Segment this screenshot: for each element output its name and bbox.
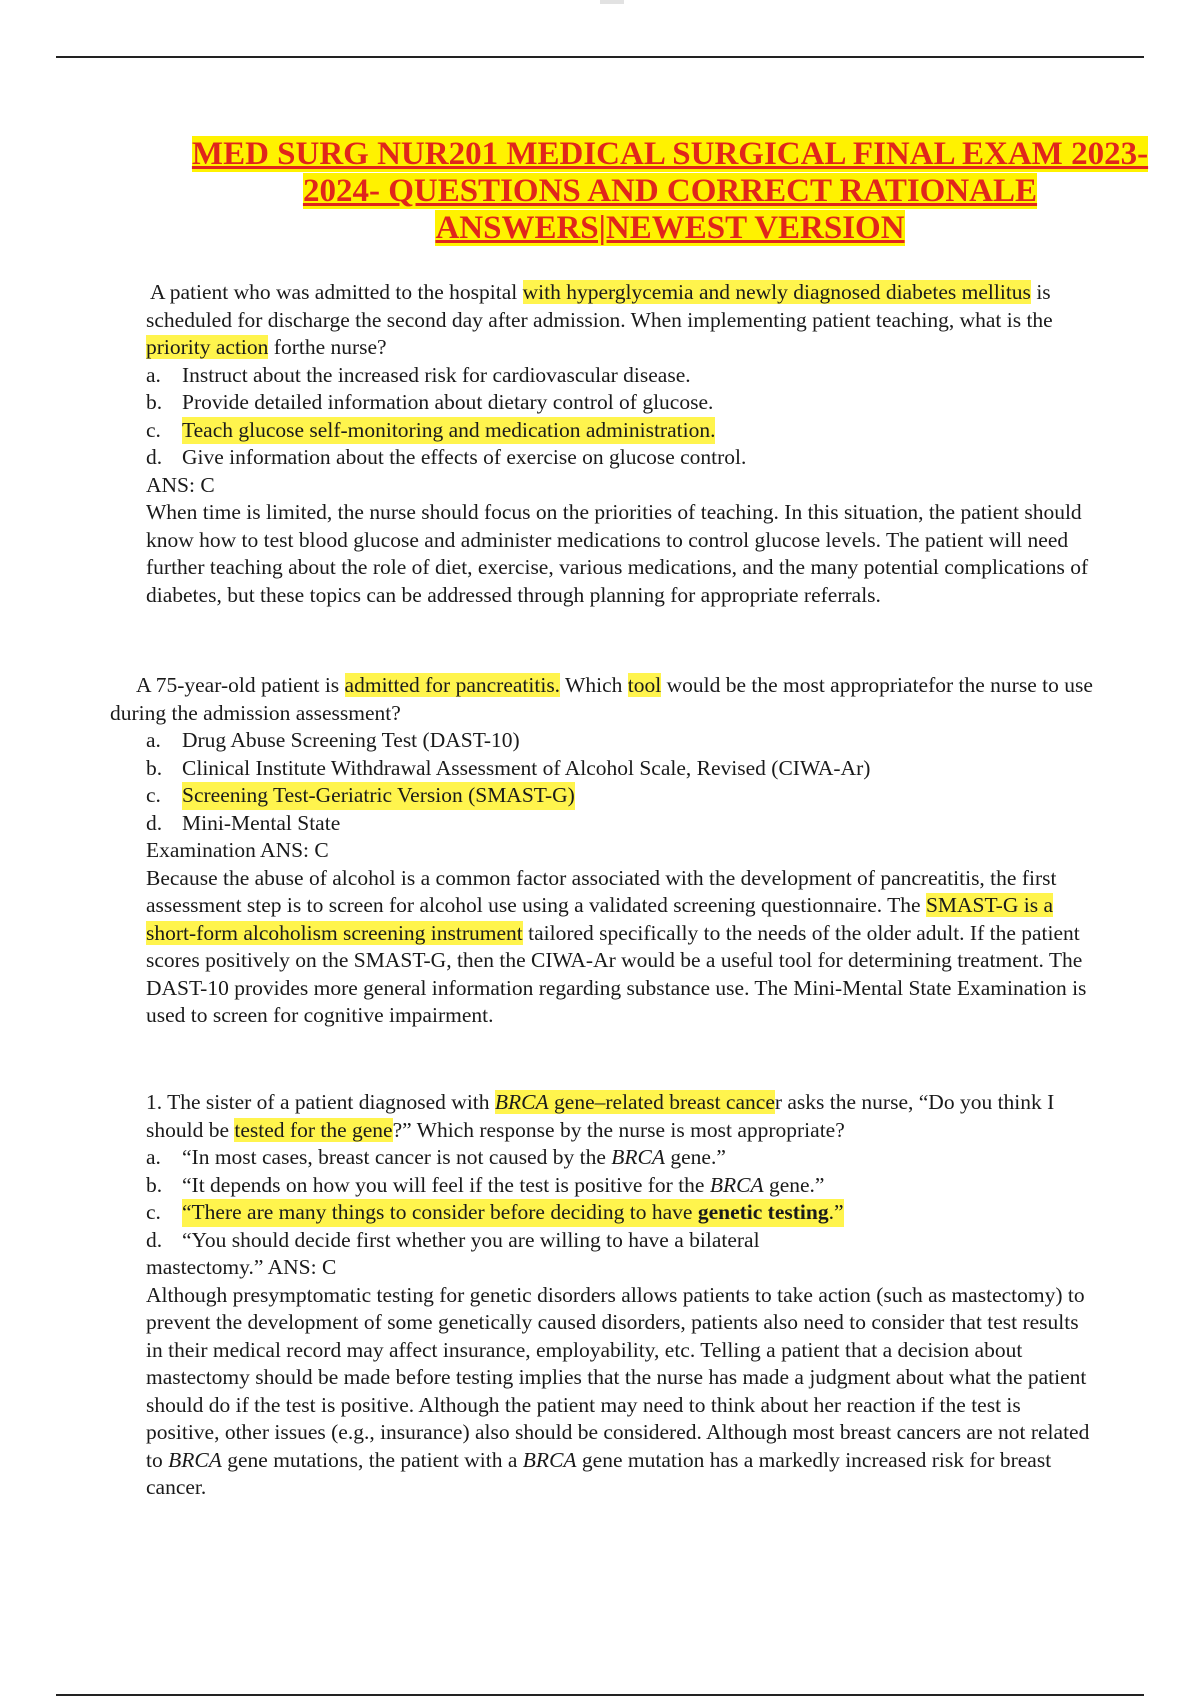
question-1-stem: A patient who was admitted to the hospital with hyperglycemia and newly diagnosed diabetes mellitus is scheduled for discharge the second day after admission. When implementing patient teaching, what is the priority action forthe nurse? [146,280,1053,359]
question-2-stem: A 75-year-old patient is admitted for pancreatitis. Which tool would be the most appropriatefor the nurse to use during the admission assessment? [110,673,1093,725]
question-1-option-d: d. Give information about the effects of exercise on glucose control. [146,445,747,469]
question-3-option-d: d. “You should decide first whether you are willing to have a bilateral [146,1227,760,1252]
title-line-1: MED SURG NUR201 MEDICAL SURGICAL FINAL EXAM 2023- [191,136,1149,172]
bottom-divider [56,1694,1144,1696]
document-title [140,136,1200,247]
question-2-option-c: c. Screening Test-Geriatric Version (SMAST-G) [146,782,1096,810]
title-line-3: ANSWERS|NEWEST VERSION [435,210,905,246]
question-3-option-a: a. “In most cases, breast cancer is not caused by the BRCA gene.” [146,1145,726,1169]
question-2-option-d: d. Mini-Mental State [146,810,341,835]
question-3-rationale: Although presymptomatic testing for genetic disorders allows patients to take action (such as mastectomy) to prevent the development of some genetically caused disorders, patients also need to consider that test results in their medical record may affect insurance, employability, etc. Telling a patient that a decision about mastectomy should be made before testing implies that the nurse has made a judgment about what the patient should do if the test is positive. Although the patient may need to think about her reaction if the test is positive, other issues (e.g., insurance) also should be considered. Although most breast cancers are not related to BRCA gene mutations, the patient with a BRCA gene mutation has a markedly increased risk for breast cancer. [146,1282,1090,1499]
title-line-2: 2024- QUESTIONS AND CORRECT RATIONALE [302,173,1038,209]
question-1 [146,279,1096,609]
question-3-stem: 1. The sister of a patient diagnosed with BRCA gene–related breast cancer asks the nurse, “Do you think I should be tested for the gene?” Which response by the nurse is most appropriate? [146,1090,1055,1142]
question-3-option-b: b. “It depends on how you will feel if the test is positive for the BRCA gene.” [146,1172,825,1197]
question-1-option-c: c. Teach glucose self-monitoring and medication administration. [146,417,1096,445]
question-2-option-b: b. Clinical Institute Withdrawal Assessment of Alcohol Scale, Revised (CIWA-Ar) [146,755,871,780]
question-3-option-c: c. “There are many things to consider before deciding to have genetic testing.” [146,1199,1096,1227]
question-1-option-a: a. Instruct about the increased risk for cardiovascular disease. [146,362,691,387]
top-divider [56,56,1144,58]
question-2-option-a: a. Drug Abuse Screening Test (DAST-10) [146,728,520,752]
question-1-rationale: When time is limited, the nurse should focus on the priorities of teaching. In this situation, the patient should know how to test blood glucose and administer medications to control glucose levels. The patient will need further teaching about the role of diet, exercise, various medications, and the many potential complications of diabetes, but these topics can be addressed through planning for appropriate referrals. [146,500,1089,607]
question-2-rationale: Because the abuse of alcohol is a common factor associated with the development of pancreatitis, the first assessment step is to screen for alcohol use using a validated screening questionnaire. The SMAST-G is a short-form alcoholism screening instrument tailored specifically to the needs of the older adult. If the patient scores positively on the SMAST-G, then the CIWA-Ar would be a useful tool for determining treatment. The DAST-10 provides more general information regarding substance use. The Mini-Mental State Examination is used to screen for cognitive impairment. [146,865,1087,1027]
question-2-answer: Examination ANS: C [146,838,329,862]
question-3 [146,1089,1096,1502]
question-1-option-b: b. Provide detailed information about dietary control of glucose. [146,390,714,414]
question-2 [110,672,1096,1030]
question-1-answer: ANS: C [146,472,215,497]
scan-artifact [600,0,624,4]
question-3-answer: mastectomy.” ANS: C [146,1255,337,1279]
